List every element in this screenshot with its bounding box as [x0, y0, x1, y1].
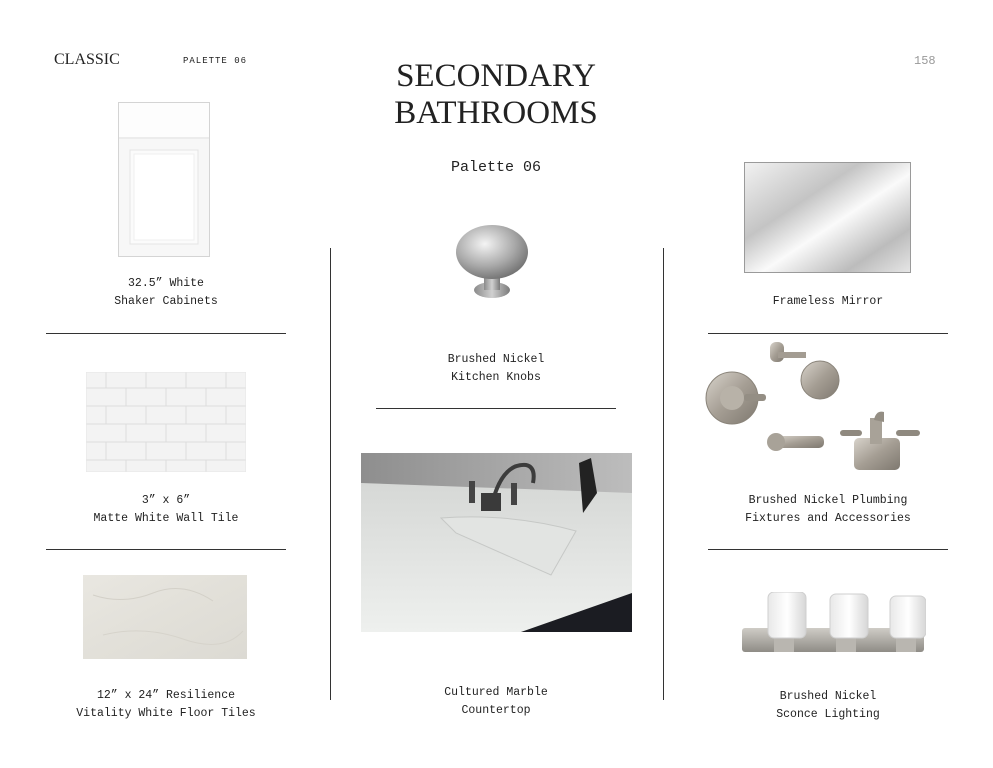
right-divider-2: [708, 549, 948, 550]
mirror-caption: Frameless Mirror: [772, 295, 884, 308]
sconce-image: [740, 592, 926, 662]
right-divider-1: [708, 333, 948, 334]
countertop-caption: Cultured Marble Countertop: [444, 686, 548, 717]
page-title-line-1: SECONDARY: [396, 58, 596, 94]
plumbing-caption: Brushed Nickel Plumbing Fixtures and Accessories: [745, 494, 911, 525]
left-divider-2: [46, 549, 286, 550]
floor-tile-caption: 12” x 24” Resilience Vitality White Floor Tiles: [76, 689, 256, 720]
knob-caption: Brushed Nickel Kitchen Knobs: [447, 353, 545, 384]
left-divider-1: [46, 333, 286, 334]
sconce-caption: Brushed Nickel Sconce Lighting: [776, 690, 880, 721]
palette-label: PALETTE 06: [183, 56, 248, 66]
center-divider: [376, 408, 616, 409]
page-title-line-2: BATHROOMS: [394, 95, 598, 131]
plumbing-fixtures-image: [704, 338, 932, 474]
mirror-image: [744, 162, 911, 273]
cabinet-caption: 32.5” White Shaker Cabinets: [114, 277, 218, 308]
page-subtitle: Palette 06: [450, 159, 541, 176]
page-title: [346, 58, 646, 132]
style-label: CLASSIC: [54, 51, 120, 68]
wall-tile-caption: 3” x 6” Matte White Wall Tile: [93, 494, 239, 525]
floor-tile-image: [83, 575, 247, 659]
column-divider-right: [663, 248, 664, 700]
wall-tile-image: [86, 372, 246, 472]
page-number: 158: [914, 54, 936, 68]
column-divider-left: [330, 248, 331, 700]
countertop-image: [361, 453, 632, 632]
knob-image: [452, 222, 532, 302]
cabinet-image: [118, 102, 210, 257]
